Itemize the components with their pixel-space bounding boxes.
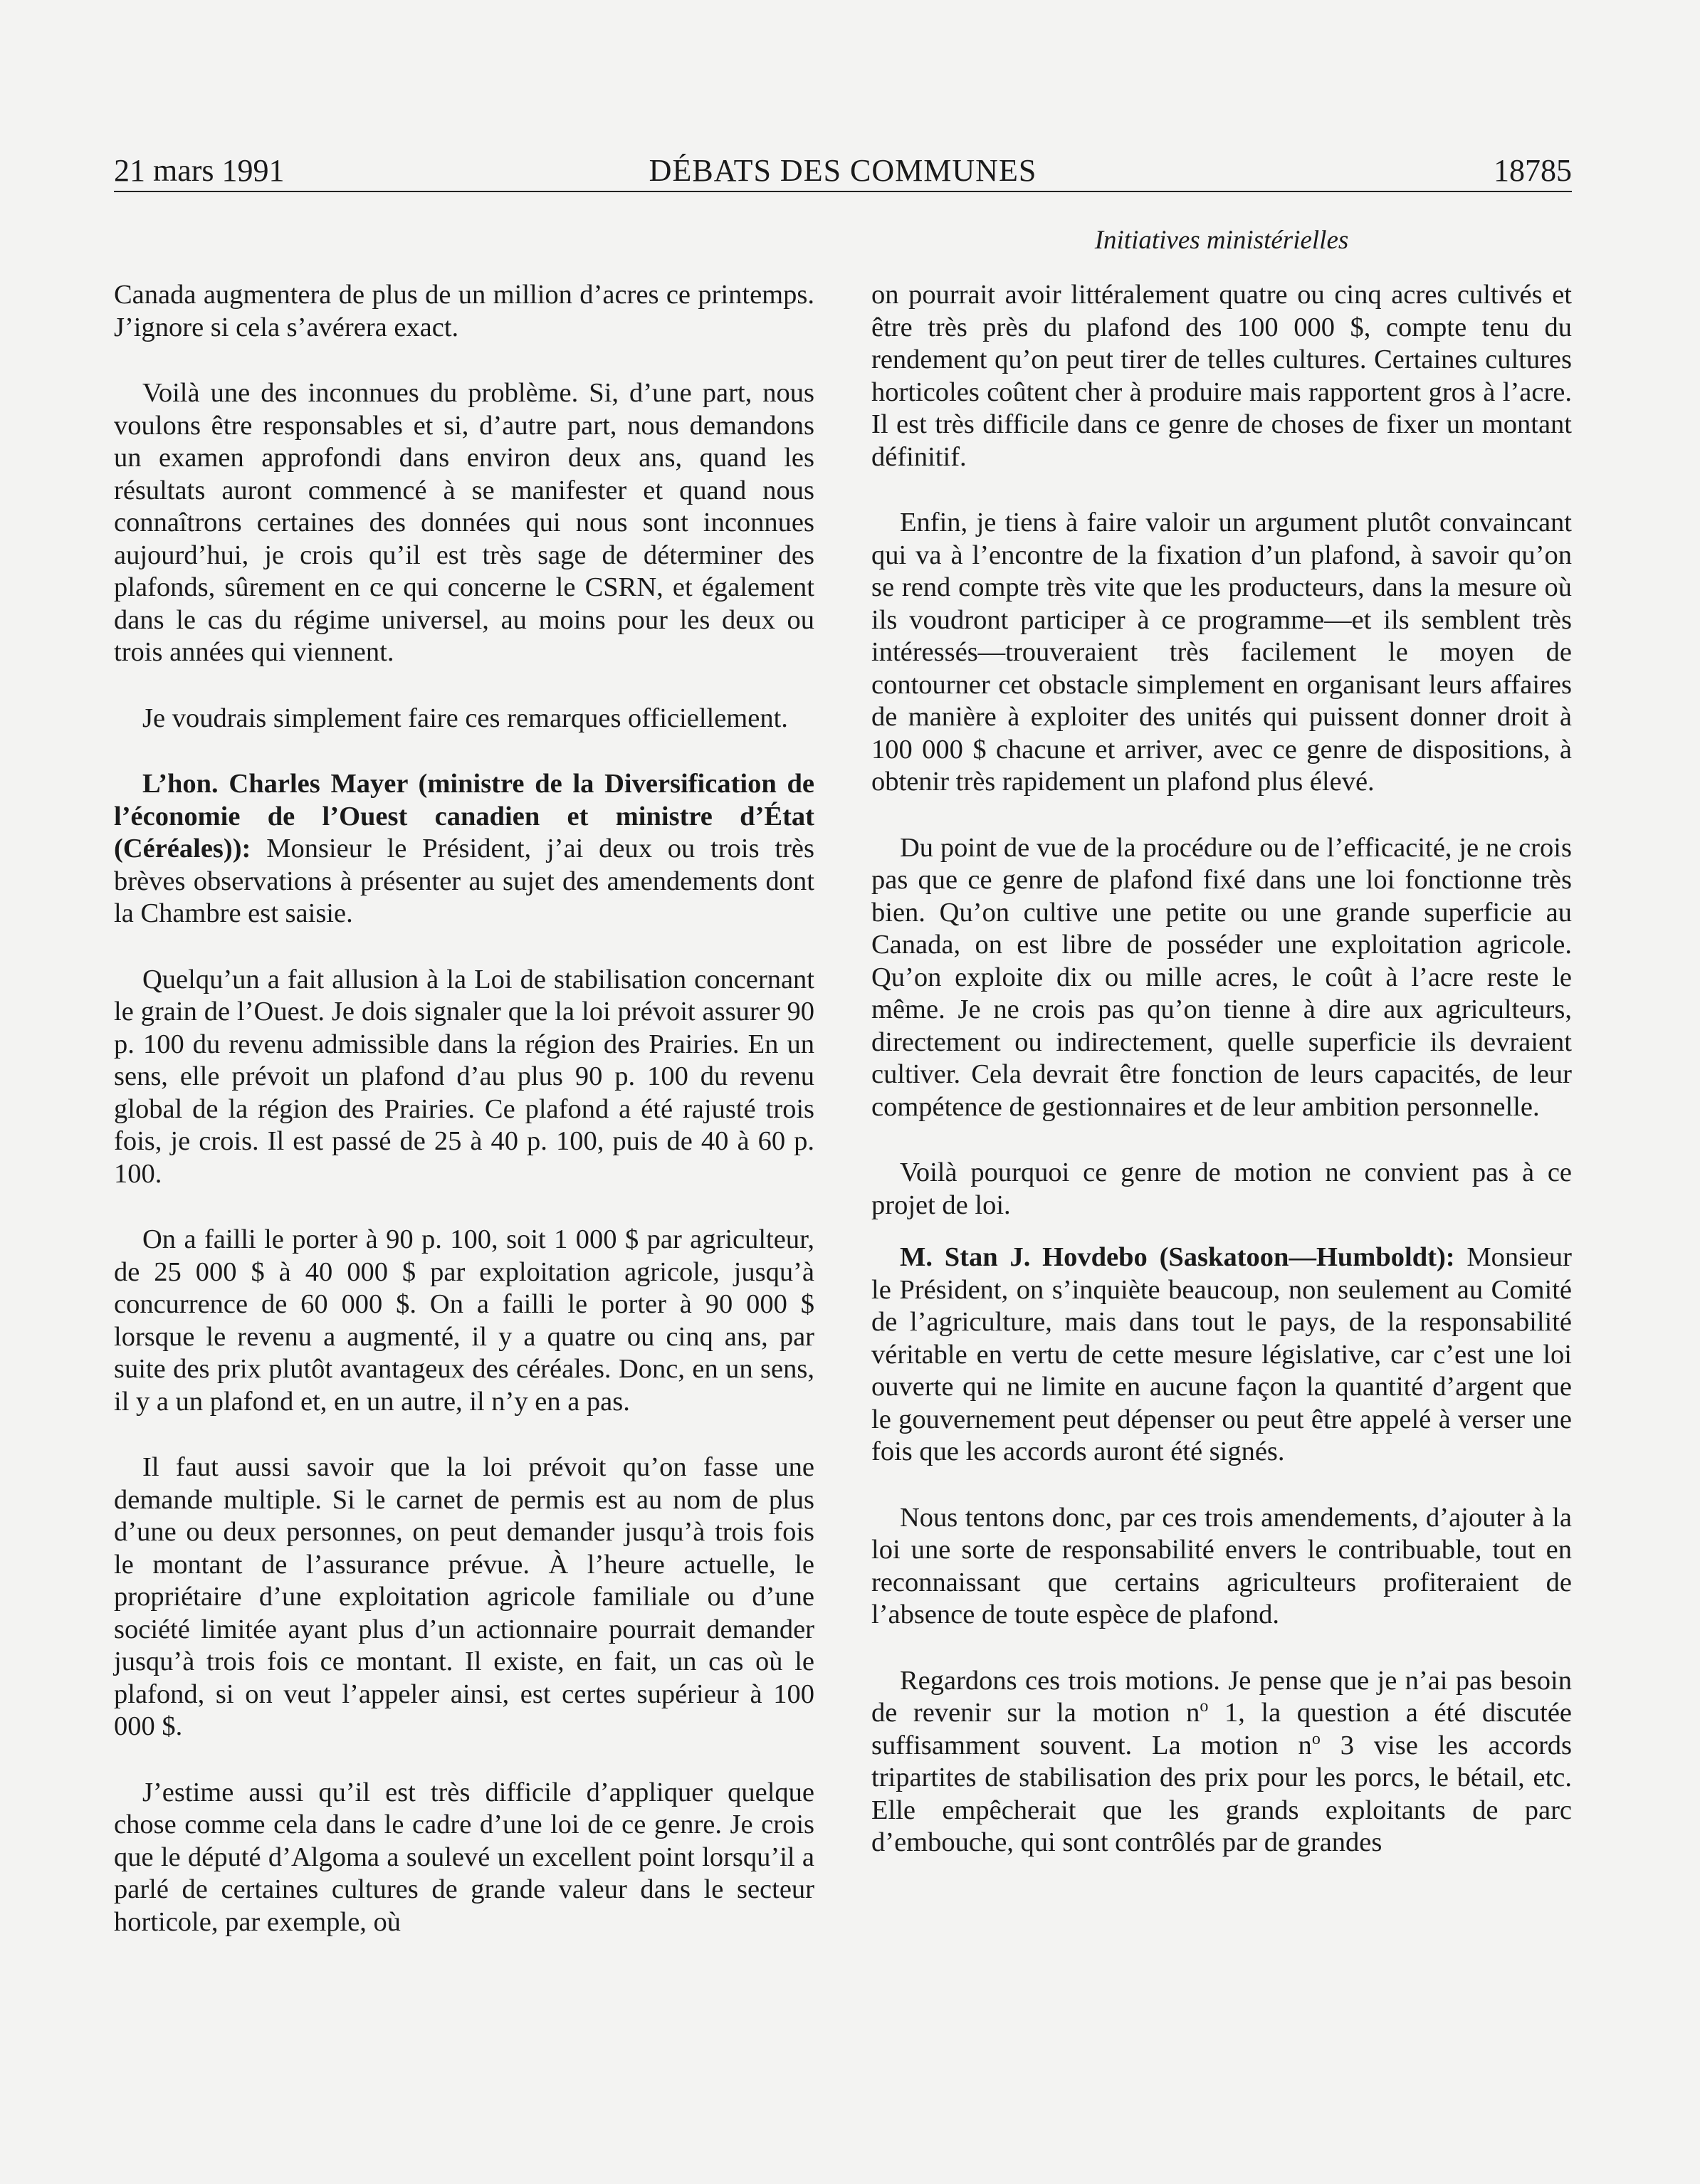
text-run: Regardons ces trois motions. Je pense que je n’ai pas besoin de revenir sur la motion n [871, 1665, 1572, 1728]
speech-text: Monsieur le Président, j’ai deux ou trois très brèves observations à présenter au sujet des amendements dont la Chambre est saisie. [114, 834, 814, 928]
paragraph: J’estime aussi qu’il est très difficile d’appliquer quelque chose comme cela dans le cadre d’une loi de ce genre. Je crois que le député d’Algoma a soulevé un excellent point lorsqu’il a parlé de certaines cultures de grande valeur dans le secteur horticole, par exemple, où [114, 1777, 814, 1937]
text-run: 3 vise les accords tripartites de stabilisation des prix pour les porcs, le bétail, etc. Elle empêcherait que les grands exploitants de parc d’embouche, qui sont contrôlés par de grandes [871, 1730, 1573, 1857]
superscript: o [1200, 1697, 1209, 1716]
paragraph: Voilà pourquoi ce genre de motion ne convient pas à ce projet de loi. [871, 1157, 1572, 1220]
header-page-number: 18785 [1494, 153, 1572, 188]
section-heading: Initiatives ministérielles [1094, 226, 1349, 255]
speech-paragraph [114, 768, 814, 930]
paragraph: Il faut aussi savoir que la loi prévoit qu’on fasse une demande multiple. Si le carnet de permis est au nom de plus d’une ou deux personnes, on peut demander jusqu’à trois fois le montant de l’assurance prévue. À l’heure actuelle, le propriétaire d’une exploitation agricole familiale ou d’une société limitée ayant plus d’un actionnaire pourrait demander jusqu’à trois fois ce montant. Il existe, en fait, un cas où le plafond, si on veut l’appeler ainsi, est certes supérieur à 100 000 $. [114, 1452, 814, 1741]
paragraph: Nous tentons donc, par ces trois amendements, d’ajouter à la loi une sorte de responsabilité envers le contribuable, tout en reconnaissant que certains agriculteurs profiteraient de l’absence de toute espèce de plafond. [871, 1502, 1572, 1629]
paragraph [871, 1665, 1572, 1859]
header-date: 21 mars 1991 [114, 153, 285, 188]
page-header [114, 151, 1572, 192]
speech-paragraph [871, 1241, 1572, 1469]
paragraph: Je voudrais simplement faire ces remarques officiellement. [142, 703, 788, 733]
paragraph: On a failli le porter à 90 p. 100, soit 1 000 $ par agriculteur, de 25 000 $ à 40 000 $ par exploitation agricole, jusqu’à concurrence de 60 000 $. On a failli le porter à 90 000 $ lorsque le revenu a augmenté, il y a quatre ou cinq ans, par suite des prix plutôt avantageux des céréales. Donc, en un sens, il y a un plafond et, en un autre, il n’y en a pas. [114, 1224, 814, 1417]
paragraph: Du point de vue de la procédure ou de l’efficacité, je ne crois pas que ce genre de plafond fixé dans une loi fonctionne très bien. Qu’on cultive une petite ou une grande superficie au Canada, on est libre de posséder une exploitation agricole. Qu’on exploite dix ou mille acres, le coût à l’acre reste le même. Je ne crois pas qu’on tienne à dire aux agriculteurs, directement ou indirectement, quelle superficie ils devraient cultiver. Cela devrait être fonction de leurs capacités, de leur compétence de gestionnaires et de leur ambition personnelle. [871, 832, 1572, 1122]
left-column [114, 279, 814, 1972]
superscript: o [1311, 1729, 1321, 1748]
paragraph: Enfin, je tiens à faire valoir un argument plutôt convaincant qui va à l’encontre de la fixation d’un plafond, à savoir qu’on se rend compte très vite que les producteurs, dans la mesure où ils voudront participer à ce programme—et ils semblent très intéressés—trouveraient très facilement le moyen de contourner cet obstacle simplement en organisant leurs affaires de manière à exploiter des unités qui puissent donner droit à 100 000 $ chacune et arriver, avec ce genre de dispositions, à obtenir très rapidement un plafond plus élevé. [871, 508, 1572, 797]
speech-text: Monsieur le Président, on s’inquiète beaucoup, non seulement au Comité de l’agriculture, mais dans tout le pays, de la responsabilité véritable en vertu de cette mesure législative, car c’est une loi ouverte qui ne limite en aucune façon la quantité d’argent que le gouvernement peut dépenser ou peut être appelé à verser une fois que les accords auront été signés. [871, 1242, 1572, 1466]
paragraph: Canada augmentera de plus de un million d’acres ce printemps. J’ignore si cela s’avérera exact. [114, 280, 814, 342]
text-run: 1, la question a été discutée suffisamment souvent. La motion n [871, 1698, 1573, 1760]
paragraph: Quelqu’un a fait allusion à la Loi de stabilisation concernant le grain de l’Ouest. Je dois signaler que la loi prévoit assurer 90 p. 100 du revenu admissible dans la région des Prairies. En un sens, elle prévoit un plafond d’au plus 90 p. 100 du revenu global de la région des Prairies. Ce plafond a été rajusté trois fois, je crois. Il est passé de 25 à 40 p. 100, puis de 40 à 60 p. 100. [114, 964, 814, 1189]
speaker-name: M. Stan J. Hovdebo (Saskatoon—Humboldt): [900, 1242, 1455, 1272]
paragraph: on pourrait avoir littéralement quatre ou cinq acres cultivés et être très près du plafond des 100 000 $, compte tenu du rendement qu’on peut tirer de telles cultures. Certaines cultures horticoles coûtent cher à produire mais rapportent gros à l’acre. Il est très difficile dans ce genre de choses de fixer un montant définitif. [871, 280, 1572, 472]
header-title: DÉBATS DES COMMUNES [649, 153, 1037, 188]
speaker-name: L’hon. Charles Mayer (ministre de la Diversification de l’économie de l’Ouest canadien et ministre d’État (Céréales)): [114, 769, 814, 863]
paragraph: Voilà une des inconnues du problème. Si, d’une part, nous voulons être responsables et si, d’autre part, nous demandons un examen approfondi dans environ deux ans, quand les résultats auront commencé à se manifester et quand nous connaîtrons certaines des données qui nous sont inconnues aujourd’hui, je crois qu’il est très sage de déterminer des plafonds, sûrement en ce qui concerne le CSRN, et également dans le cas du régime universel, au moins pour les deux ou trois années qui viennent. [114, 378, 814, 667]
right-column [871, 279, 1572, 1893]
